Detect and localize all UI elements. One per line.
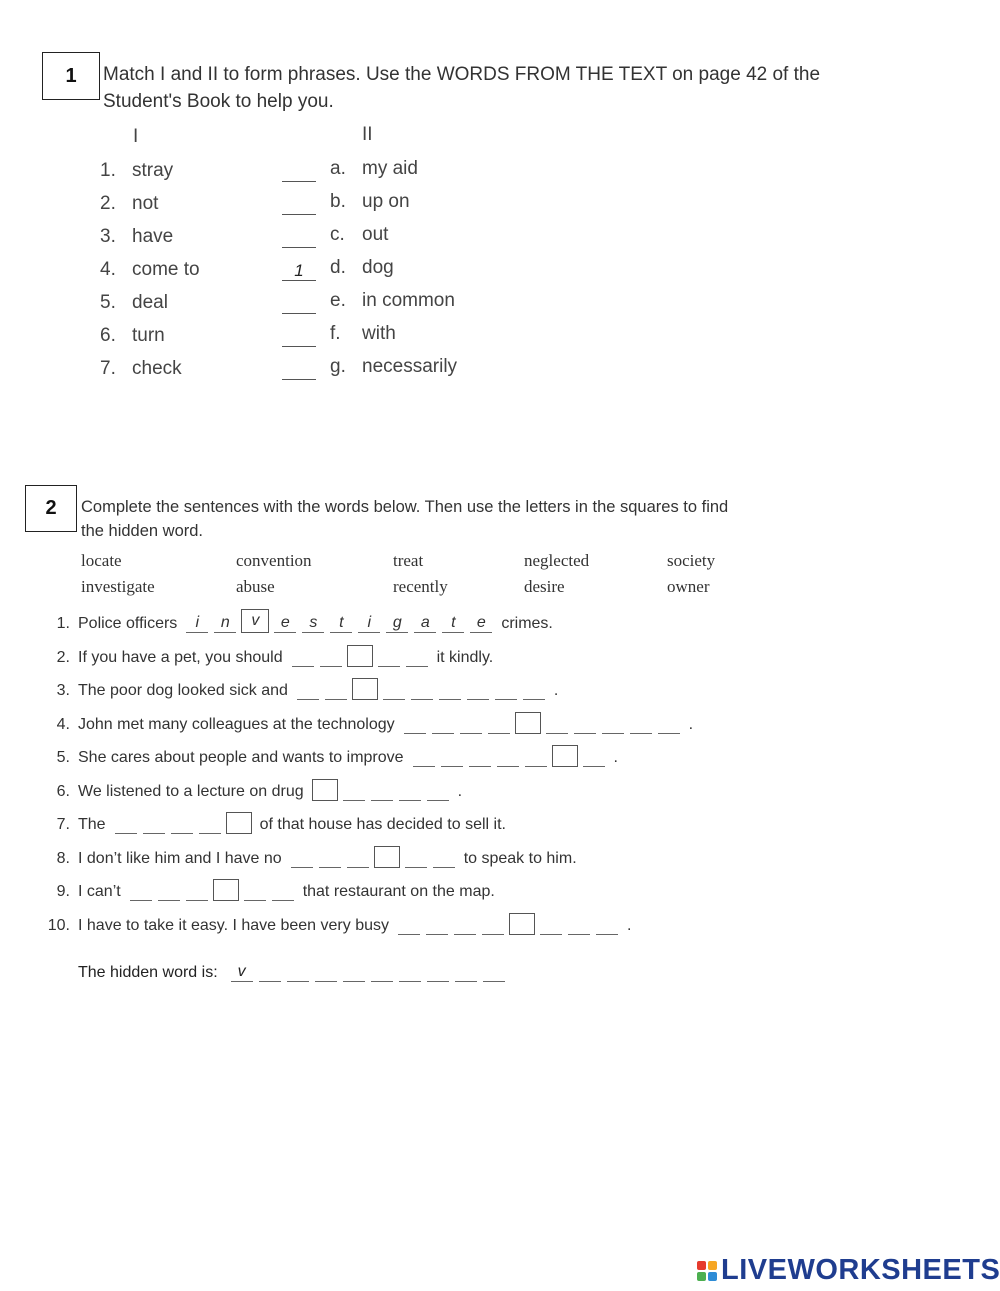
letter-blank[interactable]	[130, 882, 152, 901]
word-bank-item: abuse	[236, 577, 275, 596]
sentence-number: 3.	[56, 682, 70, 699]
letter-blank[interactable]: e	[274, 614, 296, 633]
letter-blank[interactable]	[439, 681, 461, 700]
letter-blank[interactable]	[272, 882, 294, 901]
letter-blank[interactable]	[143, 815, 165, 834]
sentence-text-before: Police officers	[78, 615, 178, 632]
letter-blank[interactable]	[292, 648, 314, 667]
answer-value: 1	[294, 261, 304, 280]
letter-blank[interactable]	[454, 916, 476, 935]
letter-blank[interactable]	[244, 882, 266, 901]
left-item-text: turn	[132, 325, 165, 346]
sentence-text-after: .	[457, 782, 463, 800]
answer-blank[interactable]	[282, 162, 316, 182]
hidden-word-letters	[228, 963, 508, 982]
sentence-number: 4.	[56, 715, 70, 733]
sentence-text-before: We listened to a lecture on drug	[78, 782, 304, 800]
left-item-text: stray	[132, 160, 174, 181]
letter-square[interactable]	[515, 712, 541, 734]
letter-blank[interactable]	[441, 748, 463, 767]
left-item-number: 1.	[100, 160, 116, 181]
letter-square[interactable]	[552, 745, 578, 767]
sentence-row	[40, 674, 558, 700]
hidden-word-blank[interactable]	[399, 963, 421, 982]
letter-square[interactable]	[226, 812, 252, 834]
word-bank-item: locate	[81, 551, 122, 570]
hidden-word-blank[interactable]	[371, 963, 393, 982]
word-bank-item: recently	[393, 577, 448, 596]
right-item-text: with	[362, 323, 396, 344]
left-item-number: 7.	[100, 358, 116, 379]
letter-blank[interactable]	[405, 849, 427, 868]
letter-blank[interactable]	[482, 916, 504, 935]
sentence-text-before: The	[78, 816, 106, 833]
letter-blank[interactable]	[540, 916, 562, 935]
logo-cube	[708, 1272, 717, 1281]
letter-blank[interactable]	[186, 882, 208, 901]
right-item-letter: a.	[330, 158, 346, 179]
letter-blank[interactable]: n	[214, 614, 236, 633]
left-item-text: deal	[132, 292, 168, 313]
right-item-text: in common	[362, 290, 455, 311]
sentence-number: 7.	[56, 816, 70, 833]
answer-blank[interactable]	[282, 327, 316, 347]
letter-blank[interactable]	[497, 748, 519, 767]
right-item-letter: d.	[330, 257, 346, 278]
letter-blank[interactable]	[413, 748, 435, 767]
letter-blank[interactable]	[525, 748, 547, 767]
sentence-number: 8.	[56, 849, 70, 867]
letter-blank[interactable]	[325, 681, 347, 700]
sentence-row	[40, 909, 631, 935]
hidden-word-blank[interactable]: v	[231, 963, 253, 982]
letter-blank[interactable]: i	[186, 614, 208, 633]
right-item-letter: f.	[330, 323, 341, 344]
sentence-text-after: .	[553, 682, 559, 699]
word-bank-item: desire	[524, 577, 565, 596]
sentence-text-after: .	[613, 749, 618, 766]
letter-blank[interactable]	[297, 681, 319, 700]
hidden-word-blank[interactable]	[343, 963, 365, 982]
sentence-number: 1.	[56, 615, 70, 632]
sentence-text-after: .	[688, 715, 694, 733]
sentence-text-after: crimes.	[501, 615, 553, 632]
answer-blank[interactable]	[282, 261, 316, 281]
sentence-text-before: She cares about people and wants to improve	[78, 749, 404, 766]
sentence-text-before: I don’t like him and I have no	[78, 849, 282, 867]
letter-square[interactable]	[312, 779, 338, 801]
right-item-letter: b.	[330, 191, 346, 212]
letter-blank[interactable]: e	[470, 614, 492, 633]
sentence-text-after: of that house has decided to sell it.	[259, 816, 506, 833]
hidden-word-blank[interactable]	[315, 963, 337, 982]
letter-blank[interactable]	[371, 782, 393, 801]
logo-text: LIVEWORKSHEETS	[721, 1254, 1000, 1286]
letter-blank[interactable]	[378, 648, 400, 667]
sentence-row	[40, 607, 553, 633]
sentence-row	[40, 741, 618, 767]
letter-blank[interactable]	[347, 849, 369, 868]
letter-blank[interactable]	[583, 748, 605, 767]
letter-blank[interactable]	[383, 681, 405, 700]
letter-square[interactable]	[509, 913, 535, 935]
exercise-2-instruction-line-2: the hidden word.	[81, 522, 204, 540]
right-item-text: up on	[362, 191, 410, 212]
letter-blank[interactable]	[469, 748, 491, 767]
letter-blank[interactable]	[630, 715, 652, 734]
letter-blank[interactable]	[568, 916, 590, 935]
letter-blank[interactable]	[399, 782, 421, 801]
letter-blank[interactable]	[495, 681, 517, 700]
letter-blank[interactable]	[398, 916, 420, 935]
logo-cube	[697, 1272, 706, 1281]
letter-blank[interactable]	[411, 681, 433, 700]
letter-blank[interactable]	[404, 715, 426, 734]
letter-blank[interactable]	[199, 815, 221, 834]
letter-blank[interactable]: i	[358, 614, 380, 633]
liveworksheets-logo	[697, 1254, 1000, 1287]
exercise-1-instruction-line-1: Match I and II to form phrases. Use the WORDS FROM THE TEXT on page 42 of the	[103, 64, 821, 85]
column-I-header: I	[133, 126, 139, 147]
letter-blank[interactable]	[546, 715, 568, 734]
letter-blank[interactable]	[158, 882, 180, 901]
answer-blank[interactable]	[282, 360, 316, 380]
letter-blank[interactable]	[406, 648, 428, 667]
letter-blank[interactable]	[343, 782, 365, 801]
letter-square[interactable]	[347, 645, 373, 667]
hidden-word-label: The hidden word is:	[78, 964, 218, 981]
letter-blank[interactable]: g	[386, 614, 408, 633]
right-item-letter: c.	[330, 224, 345, 245]
word-bank-item: society	[667, 551, 716, 570]
right-item-letter: g.	[330, 356, 346, 377]
logo-cubes-icon	[697, 1261, 717, 1281]
letter-blank[interactable]	[596, 916, 618, 935]
sentence-text-after: .	[627, 916, 632, 934]
sentence-row	[40, 708, 693, 734]
letter-blank[interactable]	[319, 849, 341, 868]
sentence-row	[40, 775, 462, 801]
letter-blank[interactable]	[432, 715, 454, 734]
exercise-2-instruction-line-1: Complete the sentences with the words below. Then use the letters in the squares to find	[81, 498, 729, 516]
sentence-number: 2.	[56, 648, 70, 666]
letter-blank[interactable]	[426, 916, 448, 935]
letter-square[interactable]	[213, 879, 239, 901]
exercise-1-number: 1	[42, 52, 100, 100]
word-bank-item: investigate	[81, 577, 155, 596]
letter-blank[interactable]: a	[414, 614, 436, 633]
left-item-text: come to	[132, 259, 200, 280]
answer-blank[interactable]	[282, 294, 316, 314]
hidden-word-blank[interactable]	[455, 963, 477, 982]
exercise-2-number: 2	[25, 485, 77, 532]
exercise-2-instruction	[81, 495, 728, 543]
left-item-text: not	[132, 193, 159, 214]
right-item-text: my aid	[362, 158, 418, 179]
word-bank-item: owner	[667, 577, 710, 596]
letter-blank[interactable]: s	[302, 614, 324, 633]
word-bank-item: neglected	[524, 551, 590, 570]
sentence-text-before: If you have a pet, you should	[78, 648, 283, 666]
left-item-text: check	[132, 358, 182, 379]
hidden-word-line	[78, 958, 508, 982]
letter-blank[interactable]	[171, 815, 193, 834]
letter-blank[interactable]: t	[330, 614, 352, 633]
right-item-text: dog	[362, 257, 394, 278]
sentence-row	[40, 808, 506, 834]
letter-square[interactable]	[374, 846, 400, 868]
hidden-word-blank[interactable]	[483, 963, 505, 982]
sentence-text-before: I can’t	[78, 883, 121, 900]
letter-blank[interactable]	[488, 715, 510, 734]
sentence-text-before: I have to take it easy. I have been very busy	[78, 916, 389, 934]
letter-blank[interactable]: t	[442, 614, 464, 633]
exercise-1-instruction	[103, 61, 820, 115]
right-item-text: out	[362, 224, 389, 245]
sentence-number: 6.	[56, 782, 70, 800]
logo-cube	[697, 1261, 706, 1270]
hidden-word-blank[interactable]	[287, 963, 309, 982]
left-item-number: 3.	[100, 226, 116, 247]
letter-blank[interactable]	[433, 849, 455, 868]
sentence-number: 10.	[47, 916, 70, 934]
letter-square[interactable]: v	[241, 609, 269, 633]
letter-blank[interactable]	[574, 715, 596, 734]
sentence-row	[40, 875, 495, 901]
letter-blank[interactable]	[427, 782, 449, 801]
hidden-word-blank[interactable]	[259, 963, 281, 982]
answer-blank[interactable]	[282, 228, 316, 248]
answer-blank[interactable]	[282, 195, 316, 215]
sentence-row	[40, 842, 577, 868]
sentence-row	[40, 641, 493, 667]
right-item-text: necessarily	[362, 356, 458, 377]
sentence-number: 5.	[56, 749, 70, 766]
letter-blank[interactable]	[320, 648, 342, 667]
exercise-1-instruction-line-2: Student's Book to help you.	[103, 91, 334, 112]
sentence-text-before: John met many colleagues at the technology	[78, 715, 395, 733]
sentence-number: 9.	[56, 883, 70, 900]
letter-blank[interactable]	[658, 715, 680, 734]
letter-blank[interactable]	[460, 715, 482, 734]
left-item-number: 2.	[100, 193, 116, 214]
left-item-number: 5.	[100, 292, 116, 313]
right-item-letter: e.	[330, 290, 346, 311]
logo-cube	[708, 1261, 717, 1270]
hidden-word-blank[interactable]	[427, 963, 449, 982]
sentence-text-after: to speak to him.	[463, 849, 577, 867]
sentence-text-after: it kindly.	[436, 648, 494, 666]
letter-blank[interactable]	[602, 715, 624, 734]
letter-blank[interactable]	[291, 849, 313, 868]
letter-blank[interactable]	[523, 681, 545, 700]
word-bank-item: treat	[393, 551, 424, 570]
letter-blank[interactable]	[115, 815, 137, 834]
sentence-text-after: that restaurant on the map.	[302, 883, 495, 900]
left-item-number: 6.	[100, 325, 116, 346]
sentence-text-before: The poor dog looked sick and	[78, 682, 288, 699]
left-item-number: 4.	[100, 259, 116, 280]
letter-square[interactable]	[352, 678, 378, 700]
word-bank-item: convention	[236, 551, 312, 570]
left-item-text: have	[132, 226, 174, 247]
column-II-header: II	[362, 124, 373, 145]
letter-blank[interactable]	[467, 681, 489, 700]
